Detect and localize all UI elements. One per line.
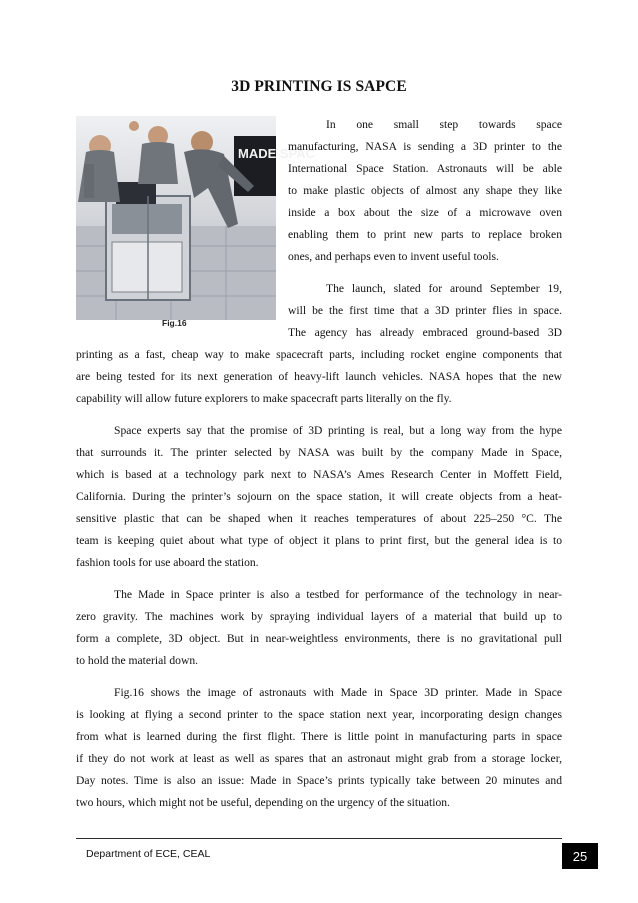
wrapped-line: manufacturing, NASA is sending a 3D printer to the xyxy=(288,140,562,153)
body-line: are being tested for its next generation of heavy-lift launch vehicles. NASA hopes that the new xyxy=(76,370,562,383)
body-line: which is based at a technology park next to NASA’s Ames Research Center in Moffett Field, xyxy=(76,468,562,481)
body-line: is looking at flying a second printer to the space station next year, incorporating design changes xyxy=(76,708,562,721)
body-line: that surrounds it. The printer selected by NASA was built by the company Made in Space, xyxy=(76,446,562,459)
body-line: Fig.16 shows the image of astronauts with Made in Space 3D printer. Made in Space xyxy=(114,686,562,699)
body-line: California. During the printer’s sojourn on the space station, it will create objects from a heat- xyxy=(76,490,562,503)
body-line: zero gravity. The machines work by spraying individual layers of a material that build up to xyxy=(76,610,562,623)
wrapped-line: The launch, slated for around September 19, xyxy=(326,282,562,295)
body-line: fashion tools for use aboard the station. xyxy=(76,556,259,569)
figure-caption: Fig.16 xyxy=(162,318,187,328)
footer-department: Department of ECE, CEAL xyxy=(86,848,211,860)
wrapped-line: International Space Station. Astronauts will be able xyxy=(288,162,562,175)
banner-text: MADE SPAC xyxy=(238,146,316,161)
wrapped-line: ones, and perhaps even to invent useful tools. xyxy=(288,250,499,263)
footer-rule xyxy=(76,838,562,839)
astronauts-photo xyxy=(76,116,316,320)
page-title: 3D PRINTING IS SAPCE xyxy=(231,78,407,95)
body-line: capability will allow future explorers to make spacecraft parts literally on the fly. xyxy=(76,392,452,405)
body-line: form a complete, 3D object. But in near-weightless environments, there is no gravitational pull xyxy=(76,632,562,645)
wrapped-line: will be the first time that a 3D printer flies in space. xyxy=(288,304,562,317)
body-line: Day notes. Time is also an issue: Made in Space’s prints typically take between 20 minutes and xyxy=(76,774,562,787)
body-line: if they do not work at least as well as spares that an astronaut might grab from a storage locker, xyxy=(76,752,562,765)
figure-16 xyxy=(76,116,316,334)
body-line: two hours, which might not be useful, depending on the urgency of the situation. xyxy=(76,796,450,809)
body-line: sensitive plastic that can be shaped when it reaches temperatures of about 225–250 °C. The xyxy=(76,512,562,525)
wrapped-line: enabling them to print new parts to replace broken xyxy=(288,228,562,241)
body-line: to hold the material down. xyxy=(76,654,199,667)
astronauts-illustration xyxy=(76,116,316,320)
wrapped-line: inside a box about the size of a microwave oven xyxy=(288,206,562,219)
page-number: 25 xyxy=(562,843,598,869)
body-line: printing as a fast, cheap way to make spacecraft parts, including rocket engine components that xyxy=(76,348,562,361)
body-line: team is keeping quiet about what type of object it plans to print first, but the general idea is to xyxy=(76,534,562,547)
wrapped-line: In one small step towards space xyxy=(326,118,562,131)
body-line: from what is learned during the first flight. There is little point in manufacturing parts in space xyxy=(76,730,562,743)
body-line: The Made in Space printer is also a testbed for performance of the technology in near- xyxy=(114,588,562,601)
wrapped-line: to make plastic objects of almost any shape they like xyxy=(288,184,562,197)
body-line: Space experts say that the promise of 3D printing is real, but a long way from the hype xyxy=(114,424,562,437)
wrapped-line: The agency has already embraced ground-based 3D xyxy=(288,326,562,339)
